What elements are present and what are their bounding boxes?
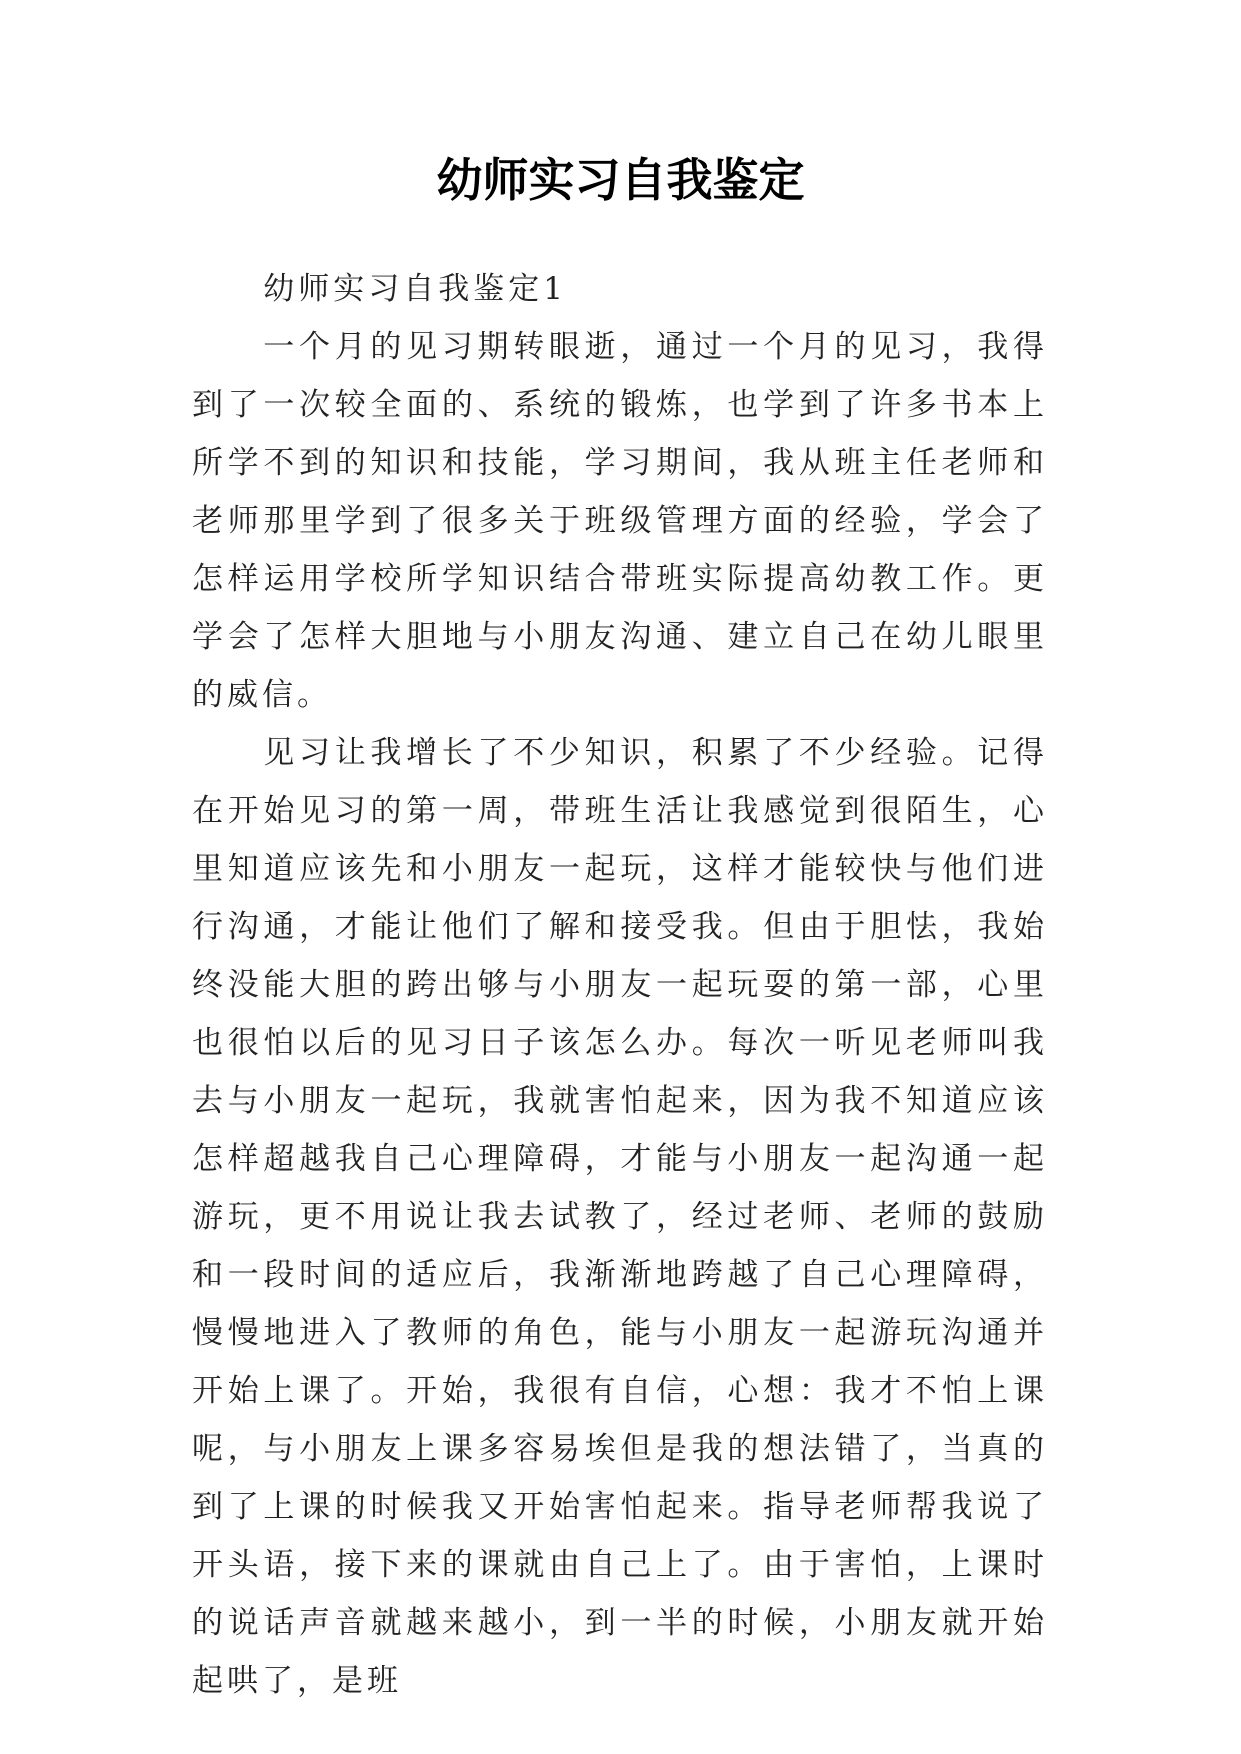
section-heading: 幼师实习自我鉴定1 [263,271,568,307]
document-title: 幼师实习自我鉴定 [436,153,805,207]
paragraph: 一个月的见习期转眼逝，通过一个月的见习，我得到了一次较全面的、系统的锻炼，也学到了许多书本上所学不到的知识和技能，学习期间，我从班主任老师和老师那里学到了很多关于班级管理方面的经验，学会了怎样运用学校所学知识结合带班实际提高幼教工作。更学会了怎样大胆地与小朋友沟通、建立自己在幼儿眼里的威信。 [192,329,1048,713]
paragraph: 见习让我增长了不少知识，积累了不少经验。记得在开始见习的第一周，带班生活让我感觉到很陌生，心里知道应该先和小朋友一起玩，这样才能较快与他们进行沟通，才能让他们了解和接受我。但由于胆怯，我始终没能大胆的跨出够与小朋友一起玩耍的第一部，心里也很怕以后的见习日子该怎么办。每次一听见老师叫我去与小朋友一起玩，我就害怕起来，因为我不知道应该怎样超越我自己心理障碍，才能与小朋友一起沟通一起游玩，更不用说让我去试教了，经过老师、老师的鼓励和一段时间的适应后，我渐渐地跨越了自己心理障碍，慢慢地进入了教师的角色，能与小朋友一起游玩沟通并开始上课了。开始，我很有自信，心想：我才不怕上课呢，与小朋友上课多容易埃但是我的想法错了，当真的到了上课的时候我又开始害怕起来。指导老师帮我说了开头语，接下来的课就由自己上了。由于害怕，上课时的说话声音就越来越小，到一半的时候，小朋友就开始起哄了，是班 [192,735,1048,1699]
document-body [192,260,1048,1710]
